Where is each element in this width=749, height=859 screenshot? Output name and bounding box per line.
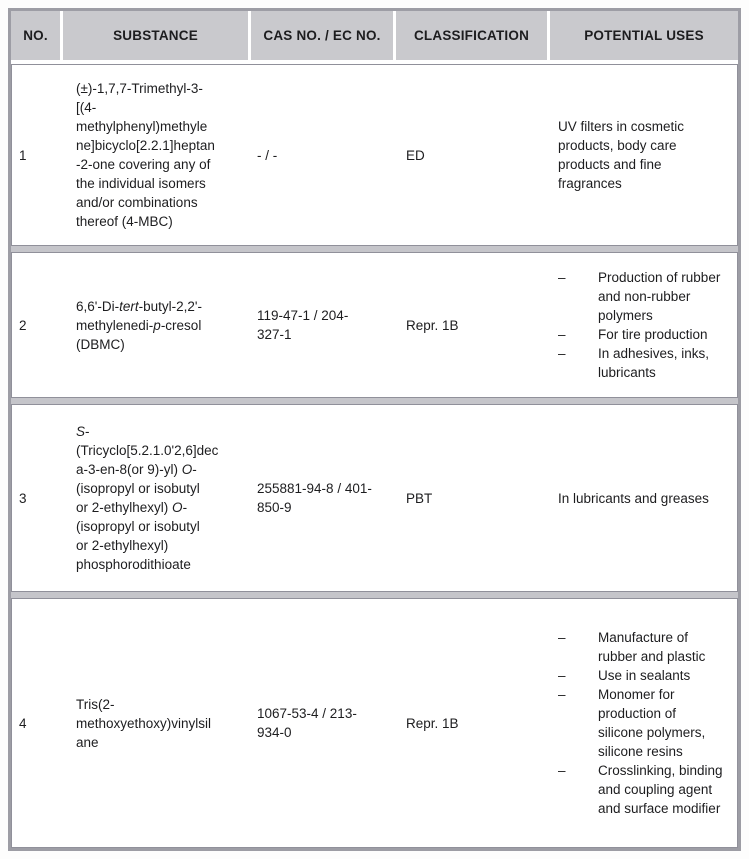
row-number-cell <box>12 253 61 397</box>
header-cas-ec-no: CAS NO. / EC NO. <box>248 11 393 60</box>
header-potential-uses: POTENTIAL USES <box>547 11 738 60</box>
substance-name: Tris(2- methoxyethoxy)vinylsil ane <box>76 696 212 750</box>
dash-bullet: – <box>558 687 566 702</box>
use-list-item <box>558 325 723 344</box>
use-list-item <box>558 344 723 382</box>
use-list-item <box>558 628 723 666</box>
use-list-item <box>558 268 723 325</box>
use-text: In adhesives, inks, lubricants <box>598 346 710 380</box>
use-text: Manufacture of rubber and plastic <box>598 630 706 664</box>
cas-ec-cell <box>249 599 394 847</box>
row-number: 4 <box>19 715 27 731</box>
cas-ec-cell <box>249 65 394 245</box>
row-number: 1 <box>19 147 27 163</box>
cas-ec-number: 255881-94-8 / 401- 850-9 <box>257 481 372 515</box>
row-number: 3 <box>19 490 27 506</box>
row-number-cell <box>12 599 61 847</box>
substance-name: 6,6'-Di-tert-butyl-2,2'- methylenedi-p-cresol (DBMC) <box>76 298 202 352</box>
cas-ec-cell <box>249 253 394 397</box>
use-text: For tire production <box>598 327 708 342</box>
use-text: Crosslinking, binding and coupling agent and surface modifier <box>598 763 723 816</box>
classification-cell <box>394 599 548 847</box>
classification-cell <box>394 253 548 397</box>
classification-value: PBT <box>406 490 433 506</box>
substance-name: (±)-1,7,7-Trimethyl-3- [(4- methylphenyl)methyle ne]bicyclo[2.2.1]heptan -2-one covering any of the individual isomers and/or combinations thereof (4-MBC) <box>76 81 215 229</box>
dash-bullet: – <box>558 270 566 285</box>
classification-value: ED <box>406 147 425 163</box>
potential-uses-cell <box>548 599 737 847</box>
potential-uses-cell <box>548 253 737 397</box>
row-number-cell <box>12 405 61 591</box>
row-number-cell <box>12 65 61 245</box>
classification-value: Repr. 1B <box>406 317 459 333</box>
uses-cell-content <box>558 268 723 382</box>
header-no: NO. <box>11 11 60 60</box>
cas-ec-number: 1067-53-4 / 213- 934-0 <box>257 706 357 740</box>
dash-bullet: – <box>558 327 566 342</box>
chemicals-table <box>8 8 741 851</box>
header-classification: CLASSIFICATION <box>393 11 547 60</box>
dash-bullet: – <box>558 763 566 778</box>
classification-value: Repr. 1B <box>406 715 459 731</box>
substance-cell <box>61 405 249 591</box>
classification-cell <box>394 65 548 245</box>
uses-cell-content <box>558 628 723 818</box>
use-text: Monomer for production of silicone polymers, silicone resins <box>598 687 706 759</box>
table-row <box>11 598 738 848</box>
substance-name: S- (Tricyclo[5.2.1.0'2,6]dec a-3-en-8(or 9)-yl) O- (isopropyl or isobutyl or 2-ethylhexyl) O- (isopropyl or isobutyl or 2-ethylhexyl) phosphorodithioate <box>76 424 219 572</box>
dash-bullet: – <box>558 630 566 645</box>
table-row <box>11 64 738 246</box>
table-header-row <box>11 11 738 60</box>
dash-bullet: – <box>558 346 566 361</box>
use-list-item <box>558 761 723 818</box>
table-rows <box>11 64 738 848</box>
use-text: Use in sealants <box>598 668 691 683</box>
cas-ec-number: 119-47-1 / 204- 327-1 <box>257 308 349 342</box>
use-list-item <box>558 685 723 761</box>
use-text: UV filters in cosmetic products, body care products and fine fragrances <box>558 119 685 191</box>
substance-cell <box>61 65 249 245</box>
potential-uses-cell <box>548 65 737 245</box>
dash-bullet: – <box>558 668 566 683</box>
header-substance: SUBSTANCE <box>60 11 248 60</box>
cas-ec-number: - / - <box>257 147 278 163</box>
uses-cell-content <box>558 117 723 193</box>
use-list-item <box>558 666 723 685</box>
use-text: Production of rubber and non-rubber polymers <box>598 270 721 323</box>
use-text: In lubricants and greases <box>558 490 709 506</box>
substance-cell <box>61 253 249 397</box>
classification-cell <box>394 405 548 591</box>
table-row <box>11 404 738 592</box>
table-row <box>11 252 738 398</box>
cas-ec-cell <box>249 405 394 591</box>
potential-uses-cell <box>548 405 737 591</box>
row-number: 2 <box>19 317 27 333</box>
substance-cell <box>61 599 249 847</box>
uses-cell-content <box>558 489 723 508</box>
